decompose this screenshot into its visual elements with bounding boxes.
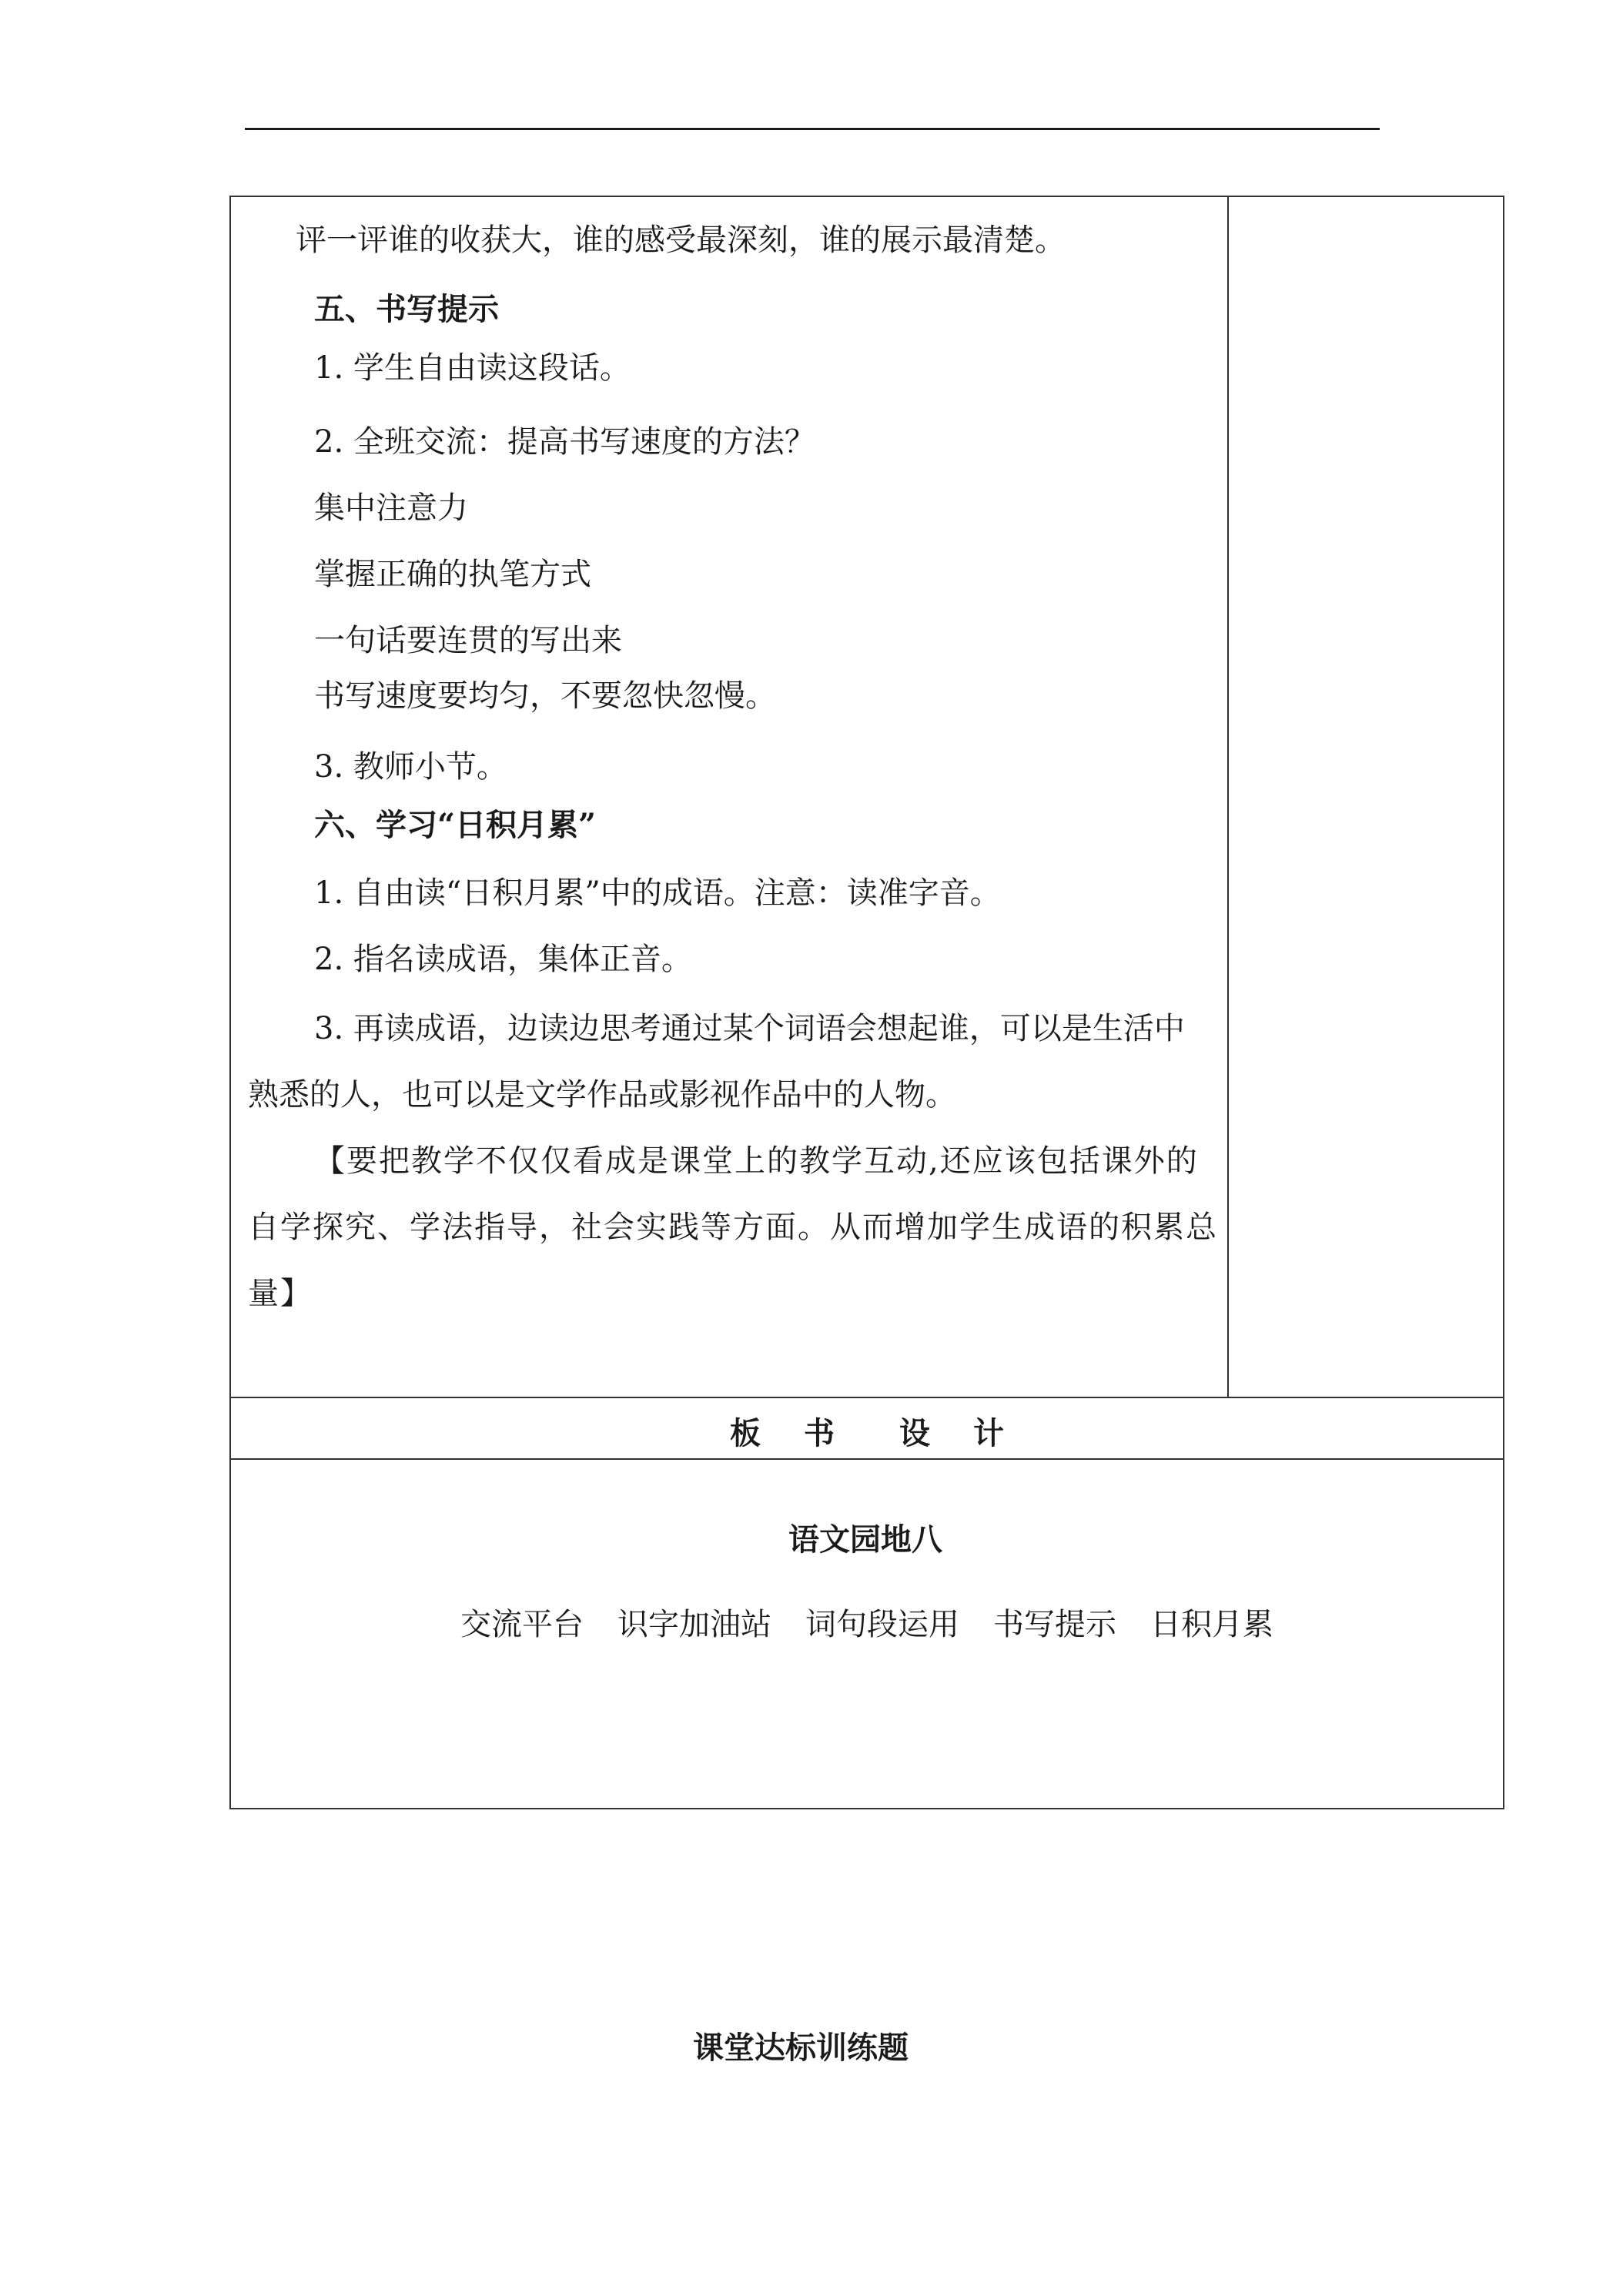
- teaching-note-line-2: 自学探究、学法指导，社会实践等方面。从而增加学生成语的积累总: [248, 1210, 1218, 1245]
- board-item-3: 词句段运用: [805, 1607, 959, 1642]
- teaching-note-line-1: 【要把教学不仅仅看成是课堂上的教学互动,还应该包括课外的: [314, 1143, 1199, 1179]
- board-heading-char-2: 书: [804, 1414, 835, 1451]
- section-5-item-2: 2. 全班交流：提高书写速度的方法？: [314, 424, 815, 460]
- board-heading-char-3: 设: [899, 1414, 930, 1451]
- notes-column-divider: [1227, 197, 1229, 1398]
- section-6-item-3-line-2: 熟悉的人，也可以是文学作品或影视作品中的人物。: [248, 1077, 956, 1113]
- board-heading-char-4: 计: [973, 1414, 1004, 1451]
- footer-title: 课堂达标训练题: [693, 2030, 909, 2066]
- board-items: [231, 1606, 1503, 1643]
- row-divider-board-content: [231, 1458, 1503, 1460]
- lesson-table: [229, 196, 1504, 1809]
- board-design-heading: [231, 1400, 1503, 1461]
- board-item-4: 书写提示: [993, 1607, 1116, 1642]
- teaching-note-line-3: 量】: [248, 1276, 313, 1311]
- evaluation-line: 评一评谁的收获大，谁的感受最深刻，谁的展示最清楚。: [296, 223, 1066, 258]
- section-5-item-1: 1. 学生自由读这段话。: [314, 350, 631, 386]
- board-item-5: 日积月累: [1150, 1607, 1273, 1642]
- section-6-item-2: 2. 指名读成语，集体正音。: [314, 942, 692, 977]
- section-6-item-3-line-1: 3. 再读成语，边读边思考通过某个词语会想起谁，可以是生活中: [314, 1011, 1185, 1046]
- section-5-point-3: 一句话要连贯的写出来: [314, 623, 622, 658]
- section-5-point-1: 集中注意力: [314, 490, 468, 526]
- section-5-heading: 五、书写提示: [314, 291, 499, 327]
- section-5-point-4: 书写速度要均匀，不要忽快忽慢。: [314, 678, 776, 714]
- board-title: 语文园地八: [788, 1521, 942, 1558]
- board-item-2: 识字加油站: [617, 1607, 771, 1642]
- section-6-item-1: 1. 自由读“日积月累”中的成语。注意：读准字音。: [314, 875, 1001, 911]
- board-heading-char-1: 板: [730, 1414, 761, 1451]
- board-item-1: 交流平台: [460, 1607, 584, 1642]
- section-5-item-3: 3. 教师小节。: [314, 749, 507, 785]
- section-5-point-2: 掌握正确的执笔方式: [314, 557, 591, 592]
- row-divider-board-heading: [231, 1397, 1503, 1398]
- header-rule: [245, 128, 1380, 130]
- section-6-heading: 六、学习“日积月累”: [314, 807, 597, 843]
